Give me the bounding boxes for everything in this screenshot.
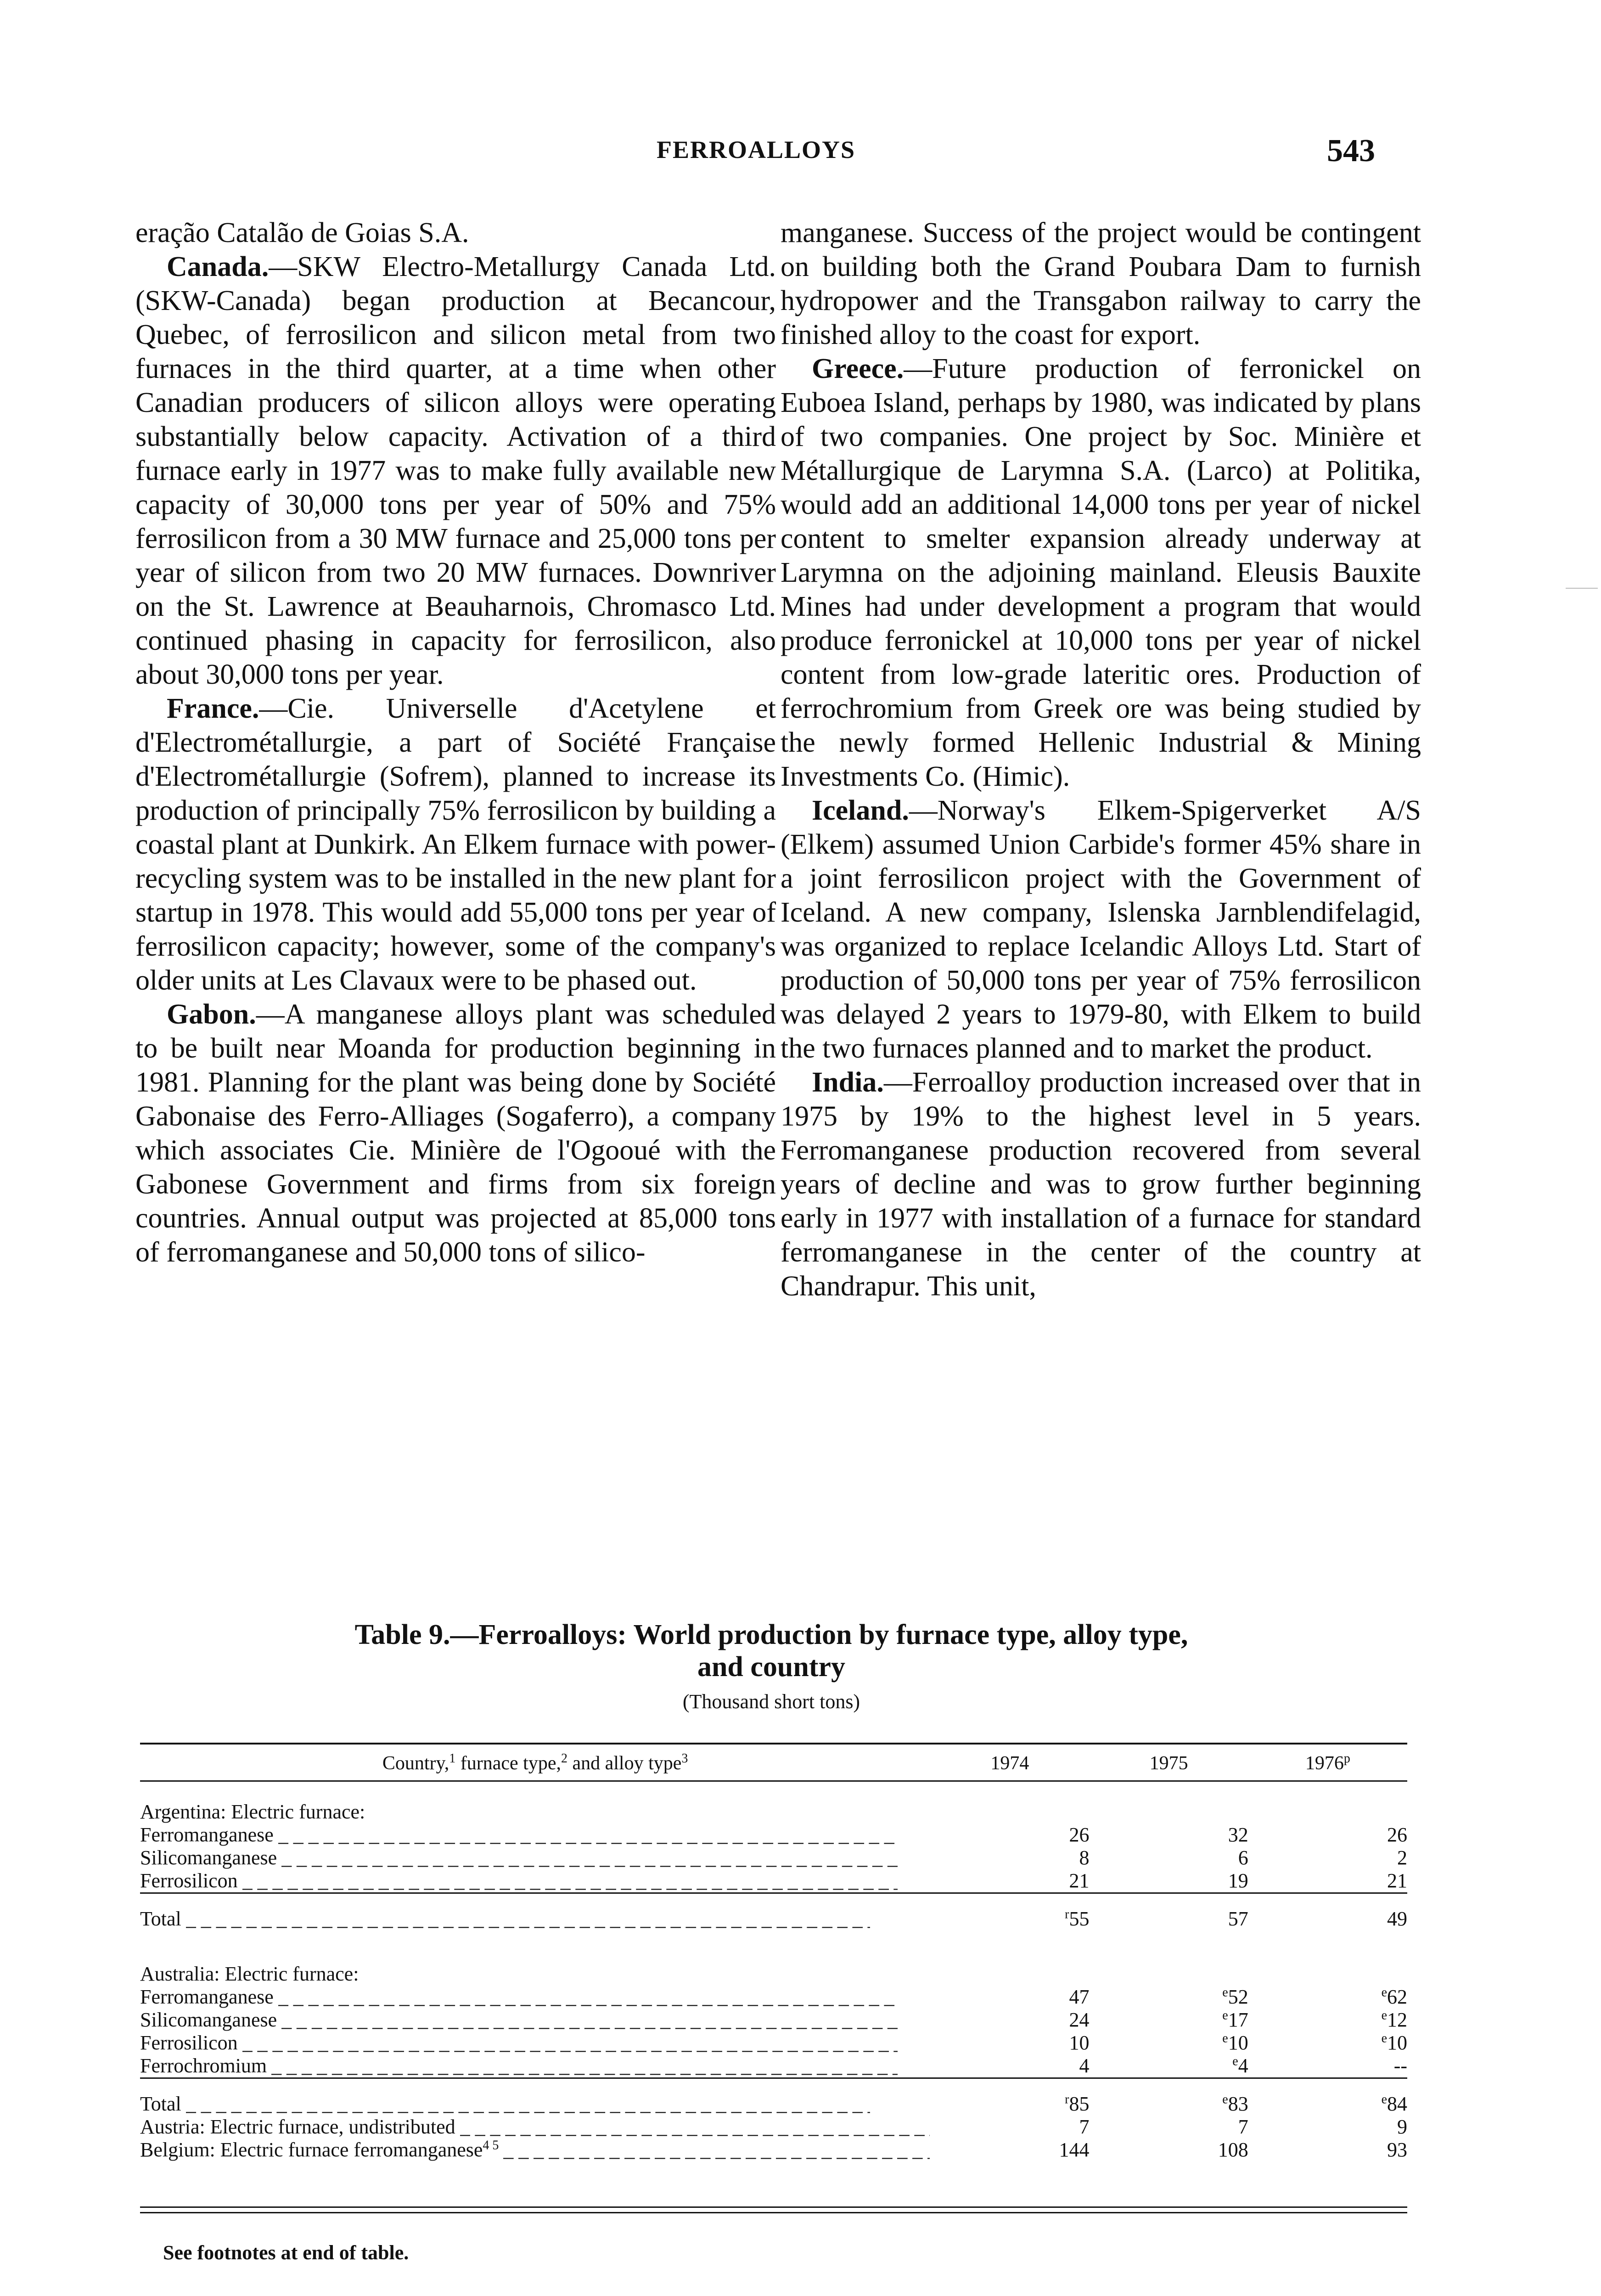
table-row: Ferrosilicon _ _ _ 21 19 21 (140, 1869, 1407, 1893)
table-row: Ferrochromium _ _ _ 4 $^e$4 -- (140, 2054, 1407, 2078)
column-header-1975: 1975 (1149, 1753, 1188, 1774)
table-row: Silicomanganese _ _ _ 24 $^e$17 $^e$12 (140, 2009, 1407, 2032)
body-iceland: —Norway's Elkem-Spigerverket A/S (Elkem) assumed Union Carbide's former 45% share in a joint ferrosilicon project with the Government of Iceland. A new company, Islenska Jarnblendifelagid, was organized to replace Icelandic Alloys Ltd. Start of production of 50,000 tons per year of 75% ferrosilicon was delayed 2 years to 1979-80, with Elkem to build the two furnaces planned and to market the product. (781, 795, 1421, 1064)
heading-gabon: Gabon. (167, 999, 256, 1030)
section-heading-argentina: Argentina: Electric furnace: (140, 1801, 365, 1823)
table-header-row (140, 1747, 1407, 1779)
table-row-austria: Austria: Electric furnace, undistributed _ _ _ 7 7 9 (140, 2116, 1407, 2138)
body-greece: —Future production of ferronickel on Euboea Island, perhaps by 1980, was indicated by plans of two companies. One project by Soc. Minière et Métallurgique de Larymna S.A. (Larco) at Politika, would add an additional 14,000 tons per year of nickel content to smelter expansion already underway at Larymna on the adjoining mainland. Eleusis Bauxite Mines had under development a program that would produce ferronickel at 10,000 tons per year of nickel content from low-grade lateritic ores. Production of ferrochromium from Greek ore was being studied by the newly formed Hellenic Industrial & Mining Investments Co. (Himic). (781, 353, 1421, 792)
page-number: 543 (1327, 133, 1375, 169)
paragraph-greece (781, 352, 1421, 793)
heading-greece: Greece. (812, 353, 904, 384)
paragraph-france (135, 692, 776, 997)
table-bottom-rule-double (140, 2212, 1407, 2213)
table-row: Ferromanganese _ _ _ 47 $^e$52 $^e$62 (140, 1986, 1407, 2009)
table-footnote: See footnotes at end of table. (163, 2241, 409, 2264)
heading-india: India. (812, 1067, 884, 1098)
column-header-country: Country,$^1$ furnace type,$^2$ and alloy type$^3$ (382, 1751, 688, 1774)
column-header-1976: 1976$^p$ (1305, 1751, 1350, 1774)
body-france: —Cie. Universelle d'Acetylene et d'Electrométallurgie, a part of Société Française d'Electrométallurgie (Sofrem), planned to increase its production of principally 75% ferrosilicon by building a coastal plant at Dunkirk. An Elkem furnace with power-recycling system was to be installed in the new plant for startup in 1978. This would add 55,000 tons per year of ferrosilicon capacity; however, some of the company's older units at Les Clavaux were to be phased out. (135, 693, 776, 996)
right-column (781, 216, 1421, 1303)
total-row-argentina: Total _ _ _ $^r$55 57 49 (140, 1908, 1407, 1930)
table-row: Ferrosilicon _ _ _ 10 $^e$10 $^e$10 (140, 2032, 1407, 2054)
margin-dash (1566, 588, 1598, 589)
running-header (0, 135, 1601, 177)
table-row: Ferromanganese _ _ _ 26 32 26 (140, 1823, 1407, 1846)
paragraph-continuation: eração Catalão de Goias S.A. (135, 217, 469, 248)
column-header-1974: 1974 (990, 1753, 1029, 1774)
heading-canada: Canada. (167, 251, 269, 282)
paragraph-gabon (135, 997, 776, 1269)
heading-france: France. (167, 693, 259, 724)
table-title: Table 9.—Ferroalloys: World production by furnace type, alloy type, (354, 1619, 1188, 1650)
left-column (135, 216, 776, 1269)
production-table (140, 1747, 1407, 2161)
table-top-rule (140, 1743, 1407, 1745)
table-units: (Thousand short tons) (682, 1690, 860, 1713)
body-india: —Ferroalloy production increased over that in 1975 by 19% to the highest level in 5 years. Ferromanganese production recovered from several years of decline and was to grow further beginning early in 1977 with installation of a furnace for standard ferromanganese in the center of the country at Chandrapur. This unit, (781, 1067, 1421, 1302)
table-bottom-rule (140, 2206, 1407, 2208)
body-gabon: —A manganese alloys plant was scheduled to be built near Moanda for production beginning in 1981. Planning for the plant was being done by Société Gabonaise des Ferro-Alliages (Sogaferro), a company which associates Cie. Minière de l'Ogooué with the Gabonese Government and firms from six foreign countries. Annual output was projected at 85,000 tons of ferromanganese and 50,000 tons of silico- (135, 999, 776, 1268)
paragraph-india (781, 1065, 1421, 1303)
paragraph-gabon-continued: manganese. Success of the project would be contingent on building both the Grand Poubara Dam to furnish hydropower and the Transgabon railway to carry the finished alloy to the coast for export. (781, 217, 1421, 350)
table-title-line2: and country (697, 1651, 846, 1683)
paragraph-iceland (781, 793, 1421, 1065)
running-title: FERROALLOYS (657, 136, 856, 163)
section-heading-australia: Australia: Electric furnace: (140, 1963, 359, 1985)
body-canada: —SKW Electro-Metallurgy Canada Ltd. (SKW-Canada) began production at Becancour, Quebec, of ferrosilicon and silicon metal from two furnaces in the third quarter, at a time when other Canadian producers of silicon alloys were operating substantially below capacity. Activation of a third furnace early in 1977 was to make fully available new capacity of 30,000 tons per year of 50% and 75% ferrosilicon from a 30 MW furnace and 25,000 tons per year of silicon from two 20 MW furnaces. Downriver on the St. Lawrence at Beauharnois, Chromasco Ltd. continued phasing in capacity for ferrosilicon, also about 30,000 tons per year. (135, 251, 776, 690)
heading-iceland: Iceland. (812, 795, 909, 826)
table-row: Silicomanganese _ _ _ 8 6 2 (140, 1846, 1407, 1869)
total-row-australia: Total _ _ _ $^r$85 $^e$83 $^e$84 (140, 2093, 1407, 2116)
table-row-belgium: Belgium: Electric furnace ferromanganese$^{4 5}$ _ _ _ 144 108 93 (140, 2138, 1407, 2161)
paragraph-canada (135, 250, 776, 692)
